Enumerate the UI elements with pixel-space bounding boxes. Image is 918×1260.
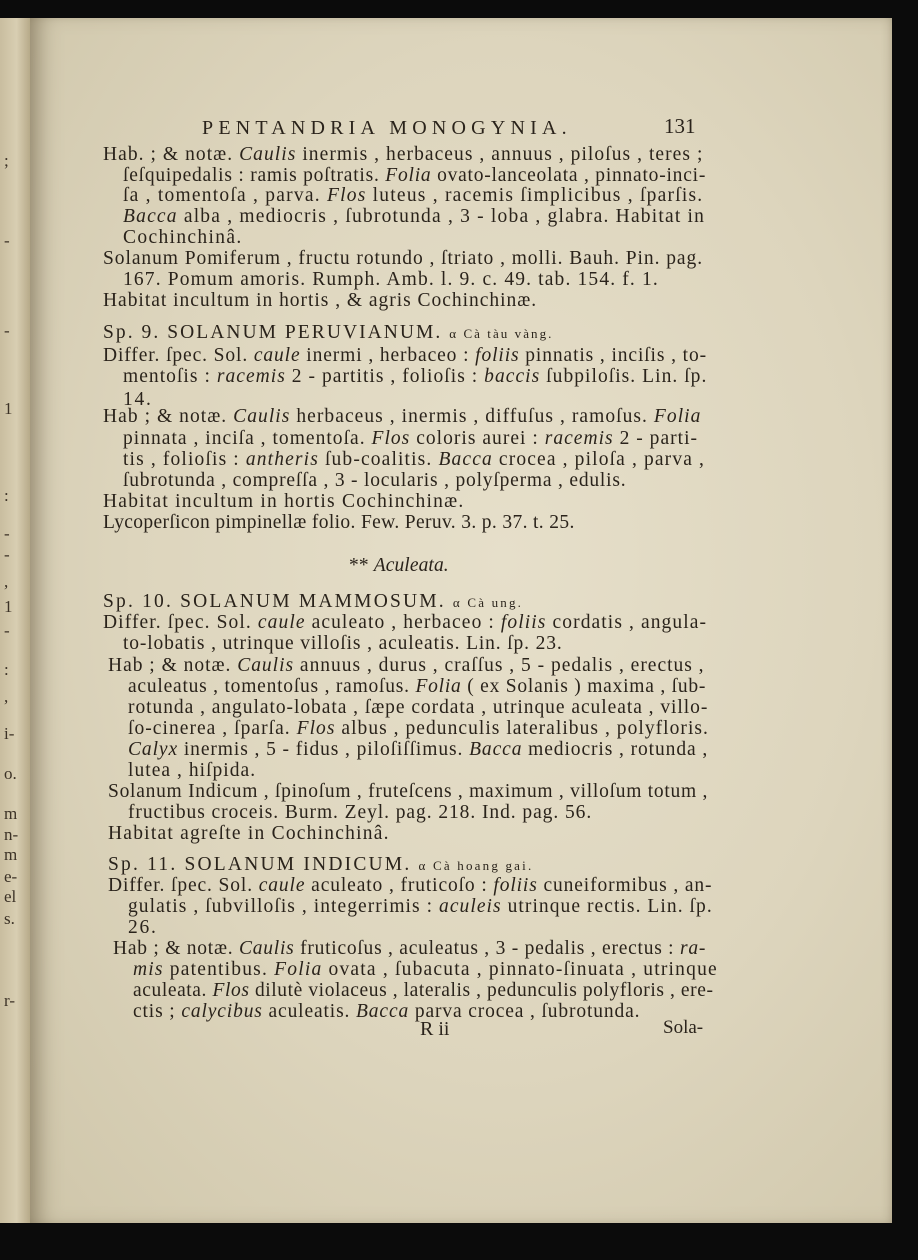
- italic-term: Folia: [415, 676, 462, 697]
- text-line: [123, 634, 563, 654]
- text-run: parva crocea , ſubrotunda.: [409, 1001, 641, 1022]
- italic-term: foliis: [493, 875, 538, 896]
- text-run: ſo-cinerea , ſparſa.: [128, 718, 297, 739]
- italic-term: racemis: [216, 366, 286, 387]
- text-run: Habitat incultum in hortis Cochinchinæ.: [103, 491, 465, 512]
- left-page-fragment: n-: [4, 825, 19, 844]
- text-run: ctis ;: [133, 1001, 182, 1022]
- text-line: [128, 897, 713, 917]
- text-line: [103, 323, 553, 343]
- text-run: ſeſquipedalis : ramis poſtratis.: [123, 165, 386, 186]
- text-run: annuus , durus , craſſus , 5 - pedalis , erectus ,: [294, 655, 705, 676]
- italic-term: Caulis: [233, 406, 291, 427]
- text-run: aculeata.: [133, 980, 213, 1001]
- vernacular-name: α Cà tàu vàng.: [449, 326, 554, 341]
- left-page-fragment: -: [4, 545, 10, 564]
- left-page-fragment: -: [4, 621, 10, 640]
- text-line: [128, 719, 709, 739]
- left-page-fragment: -: [4, 321, 10, 340]
- text-run: lutea , hiſpida.: [128, 760, 257, 781]
- text-line: [128, 698, 708, 718]
- text-line: [128, 918, 158, 938]
- text-run: tis , folioſis :: [123, 449, 246, 470]
- text-run: Cochinchinâ.: [123, 227, 243, 248]
- text-run: ſub-coalitis.: [318, 449, 439, 470]
- vernacular-name: α Cà hoang gai.: [418, 858, 534, 873]
- text-run: ſubrotunda , compreſſa , 3 - locularis , polyſperma , edulis.: [123, 470, 627, 491]
- italic-term: Folia: [653, 406, 702, 427]
- text-line: [123, 166, 706, 186]
- previous-page-edge: [0, 18, 31, 1223]
- left-page-fragment: m: [4, 845, 18, 864]
- text-line: [103, 346, 707, 366]
- text-line: [133, 960, 718, 980]
- text-run: fruticoſus , aculeatus , 3 - pedalis , erectus :: [294, 938, 680, 959]
- text-line: [349, 556, 449, 576]
- left-page-fragment: i-: [4, 724, 15, 743]
- text-run: ovato-lanceolata , pinnato-inci-: [431, 165, 707, 186]
- text-run: Habitat incultum in hortis , & agris Cochinchinæ.: [103, 290, 538, 311]
- italic-term: Caulis: [238, 938, 295, 959]
- text-run: ovata , ſubacuta , pinnato-ſinuata , utrinque: [322, 959, 718, 980]
- left-page-fragment: s.: [4, 909, 15, 928]
- text-run: albus , pedunculis lateralibus , polyfloris.: [335, 718, 709, 739]
- text-run: cordatis , angula-: [546, 612, 708, 633]
- left-page-fragment: :: [4, 486, 9, 505]
- text-run: Lycoperſicon pimpinellæ folio. Few. Peruv. 3. p. 37. t. 25.: [103, 512, 575, 533]
- left-page-fragment: o.: [4, 764, 17, 783]
- page-number: 131: [664, 114, 696, 138]
- text-run: gulatis , ſubvilloſis , integerrimis :: [128, 896, 440, 917]
- running-title: PENTANDRIA MONOGYNIA.: [202, 117, 572, 139]
- left-page-fragment: 1: [4, 399, 13, 418]
- text-run: inermi , herbaceo :: [300, 345, 476, 366]
- text-line: [123, 429, 698, 449]
- text-run: cuneiformibus , an-: [537, 875, 713, 896]
- italic-term: Bacca: [469, 739, 523, 760]
- italic-term: Flos: [212, 980, 250, 1001]
- text-run: Sp. 9. SOLANUM PERUVIANUM.: [103, 322, 450, 343]
- left-page-fragment: -: [4, 524, 10, 543]
- italic-term: Flos: [326, 185, 367, 206]
- text-run: 2 - parti-: [613, 428, 699, 449]
- italic-term: Caulis: [237, 655, 295, 676]
- text-line: [113, 939, 706, 959]
- italic-term: caule: [258, 875, 306, 896]
- left-page-fragment: 1: [4, 597, 13, 616]
- text-line: [133, 1002, 640, 1022]
- italic-term: Bacca: [438, 449, 493, 470]
- text-run: Differ. ſpec. Sol.: [103, 345, 254, 366]
- text-run: to-lobatis , utrinque villoſis , aculeatis. Lin. ſp. 23.: [123, 633, 563, 654]
- text-run: inermis , 5 - fidus , piloſiſſimus.: [178, 739, 470, 760]
- italic-term: aculeis: [439, 896, 502, 917]
- text-run: 2 - partitis , folioſis :: [285, 366, 485, 387]
- text-line: [123, 207, 705, 227]
- italic-term: Flos: [296, 718, 336, 739]
- text-line: [128, 761, 256, 781]
- text-line: [103, 291, 537, 311]
- left-page-fragment: r-: [4, 991, 15, 1010]
- text-run: 167. Pomum amoris. Rumph. Amb. l. 9. c. 49. tab. 154. f. 1.: [123, 269, 659, 290]
- text-run: ſa , tomentoſa , parva.: [123, 185, 327, 206]
- text-run: Differ. ſpec. Sol.: [103, 612, 258, 633]
- text-run: 14.: [123, 389, 153, 410]
- text-run: fructibus croceis. Burm. Zeyl. pag. 218. Ind. pag. 56.: [128, 802, 593, 823]
- text-run: aculeatis.: [262, 1001, 357, 1022]
- text-run: Solanum Pomiferum , fructu rotundo , ſtriato , molli. Bauh. Pin. pag.: [103, 248, 704, 269]
- italic-term: Aculeata.: [373, 555, 449, 576]
- left-page-fragment: ,: [4, 572, 9, 591]
- text-run: Hab ; & notæ.: [108, 655, 238, 676]
- text-line: [123, 270, 659, 290]
- text-run: ( ex Solanis ) maxima , ſub-: [461, 676, 707, 697]
- catchword: Sola-: [663, 1017, 704, 1038]
- text-run: **: [349, 555, 374, 576]
- italic-term: Flos: [371, 428, 411, 449]
- text-line: [103, 613, 707, 633]
- text-run: Solanum Indicum , ſpinoſum , fruteſcens , maximum , villoſum totum ,: [108, 781, 709, 802]
- text-line: [123, 228, 243, 248]
- text-run: mentoſis :: [123, 366, 217, 387]
- text-run: Differ. ſpec. Sol.: [108, 875, 259, 896]
- text-line: [123, 367, 707, 387]
- italic-term: Bacca: [356, 1001, 410, 1022]
- text-line: [123, 471, 626, 491]
- text-run: Habitat agreſte in Cochinchinâ.: [108, 823, 390, 844]
- left-page-fragment: -: [4, 231, 10, 250]
- text-run: ſubpiloſis. Lin. ſp.: [540, 366, 708, 387]
- vernacular-name: α Cà ung.: [452, 595, 524, 610]
- text-line: [103, 592, 523, 612]
- italic-term: calycibus: [181, 1001, 263, 1022]
- text-run: Hab ; & notæ.: [113, 938, 239, 959]
- italic-term: Calyx: [128, 739, 179, 760]
- text-run: Hab ; & notæ.: [103, 406, 234, 427]
- text-run: mediocris , rotunda ,: [522, 739, 709, 760]
- text-line: [103, 513, 575, 533]
- left-page-fragment: :: [4, 660, 9, 679]
- text-run: aculeato , herbaceo :: [305, 612, 501, 633]
- text-line: [128, 677, 706, 697]
- left-page-fragment: ;: [4, 151, 9, 170]
- italic-term: baccis: [484, 366, 541, 387]
- signature-mark: R ii: [420, 1018, 450, 1040]
- text-line: [128, 803, 592, 823]
- text-line: [133, 981, 714, 1001]
- italic-term: caule: [257, 612, 306, 633]
- text-run: Sp. 10. SOLANUM MAMMOSUM.: [103, 591, 453, 612]
- text-line: [103, 407, 701, 427]
- text-run: dilutè violaceus , lateralis , pedunculis polyfloris , ere-: [249, 980, 714, 1001]
- italic-term: Folia: [274, 959, 323, 980]
- left-page-fragment: ,: [4, 687, 9, 706]
- text-line: [108, 855, 533, 875]
- text-line: [123, 186, 703, 206]
- text-run: inermis , herbaceus , annuus , piloſus , teres ;: [296, 144, 704, 165]
- text-line: [103, 492, 465, 512]
- left-page-fragment: e-: [4, 867, 18, 886]
- text-run: pinnatis , inciſis , to-: [519, 345, 707, 366]
- italic-term: foliis: [500, 612, 547, 633]
- text-run: coloris aurei :: [410, 428, 545, 449]
- text-line: [123, 450, 705, 470]
- text-line: [128, 740, 708, 760]
- text-run: crocea , piloſa , parva ,: [492, 449, 706, 470]
- text-run: alba , mediocris , ſubrotunda , 3 - loba , glabra. Habitat in: [177, 206, 706, 227]
- text-run: aculeatus , tomentoſus , ramoſus.: [128, 676, 416, 697]
- italic-term: Caulis: [239, 144, 297, 165]
- italic-term: foliis: [475, 345, 520, 366]
- left-page-fragment: el: [4, 887, 17, 906]
- text-run: aculeato , fruticoſo :: [305, 875, 494, 896]
- text-run: luteus , racemis ſimplicibus , ſparſis.: [366, 185, 704, 206]
- italic-term: mis: [133, 959, 164, 980]
- text-run: pinnata , inciſa , tomentoſa.: [123, 428, 372, 449]
- text-run: utrinque rectis. Lin. ſp.: [501, 896, 713, 917]
- text-line: [103, 249, 703, 269]
- text-run: herbaceus , inermis , diffuſus , ramoſus.: [290, 406, 654, 427]
- text-line: [108, 782, 708, 802]
- italic-term: Bacca: [123, 206, 178, 227]
- italic-term: caule: [253, 345, 301, 366]
- text-run: Sp. 11. SOLANUM INDICUM.: [108, 854, 419, 875]
- text-line: [108, 824, 390, 844]
- text-run: Hab. ; & notæ.: [103, 144, 240, 165]
- text-run: rotunda , angulato-lobata , ſæpe cordata , utrinque aculeata , villo-: [128, 697, 709, 718]
- text-line: [108, 656, 705, 676]
- book-page: [30, 18, 892, 1223]
- italic-term: antheris: [245, 449, 319, 470]
- left-page-fragment: m: [4, 804, 18, 823]
- italic-term: racemis: [544, 428, 614, 449]
- italic-term: ra-: [679, 938, 707, 959]
- italic-term: Folia: [385, 165, 432, 186]
- text-line: [108, 876, 712, 896]
- text-run: 26.: [128, 917, 158, 938]
- text-run: patentibus.: [163, 959, 275, 980]
- text-line: [103, 145, 703, 165]
